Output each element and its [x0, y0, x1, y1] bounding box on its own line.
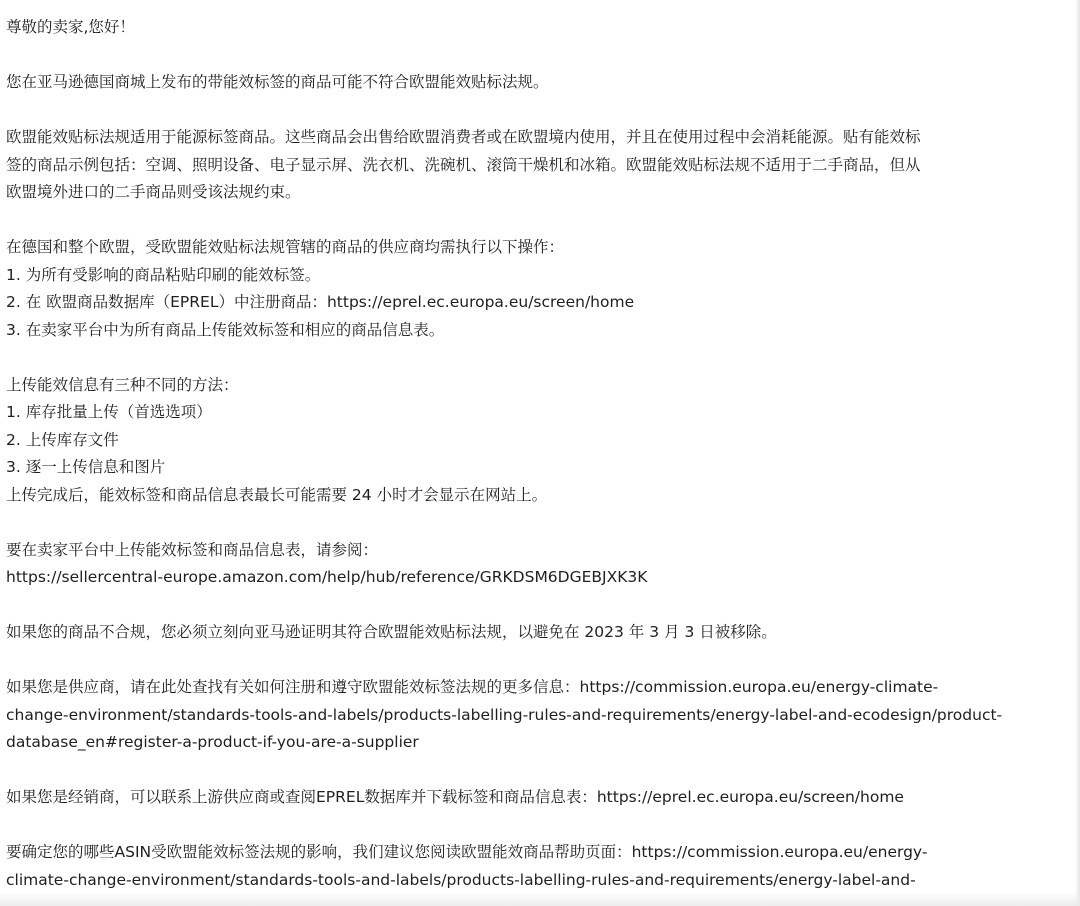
- requirement-item-1: 1. 为所有受影响的商品粘贴印刷的能效标签。: [6, 265, 321, 284]
- upload-methods-heading: 上传能效信息有三种不同的方法：: [6, 375, 239, 394]
- blank-line: [6, 207, 1072, 235]
- intro-paragraph: 您在亚马逊德国商城上发布的带能效标签的商品可能不符合欧盟能效贴标法规。: [6, 73, 549, 91]
- seller-central-reference-label: 要在卖家平台中上传能效标签和商品信息表，请参阅：: [6, 540, 379, 559]
- blank-line: [6, 97, 1072, 125]
- blank-line: [6, 42, 1072, 70]
- asin-impact-line-2[interactable]: climate-change-environment/standards-tools-and-labels/products-labelling-rules-and-requirements/energy-label-and-: [6, 870, 916, 889]
- regulation-paragraph-line-3: 欧盟境外进口的二手商品则受该法规约束。: [6, 183, 301, 201]
- blank-line: [6, 344, 1072, 372]
- supplier-info-line-1[interactable]: 如果您是供应商，请在此处查找有关如何注册和遵守欧盟能效标签法规的更多信息：https://commission.europa.eu/energy-climate-: [6, 678, 939, 696]
- seller-central-reference-link[interactable]: https://sellercentral-europe.amazon.com/help/hub/reference/GRKDSM6DGEBJXK3K: [6, 568, 648, 586]
- requirement-item-2[interactable]: 2. 在 欧盟商品数据库（EPREL）中注册商品：https://eprel.ec.europa.eu/screen/home: [6, 293, 635, 311]
- compliance-deadline-paragraph: 如果您的商品不合规，您必须立刻向亚马逊证明其符合欧盟能效贴标法规，以避免在 2023 年 3 月 3 日被移除。: [6, 623, 777, 641]
- right-edge-shadow: [1075, 0, 1080, 906]
- blank-line: [6, 757, 1072, 785]
- regulation-paragraph-line-1: 欧盟能效贴标法规适用于能源标签商品。这些商品会出售给欧盟消费者或在欧盟境内使用，并且在使用过程中会消耗能源。贴有能效标: [6, 128, 921, 146]
- email-body: [6, 14, 1072, 894]
- requirement-item-3: 3. 在卖家平台中为所有商品上传能效标签和相应的商品信息表。: [6, 320, 445, 339]
- bottom-edge-fade: [0, 892, 1080, 906]
- upload-method-1: 1. 库存批量上传（首选选项）: [6, 403, 212, 421]
- greeting: 尊敬的卖家,您好！: [6, 18, 135, 36]
- supplier-requirements-heading: 在德国和整个欧盟，受欧盟能效贴标法规管辖的商品的供应商均需执行以下操作：: [6, 238, 565, 256]
- supplier-info-line-2[interactable]: change-environment/standards-tools-and-labels/products-labelling-rules-and-requirements/energy-label-and-ecodesign/product-: [6, 705, 1003, 724]
- supplier-info-line-3[interactable]: database_en#register-a-product-if-you-are-a-supplier: [6, 733, 419, 751]
- blank-line: [6, 812, 1072, 840]
- blank-line: [6, 509, 1072, 537]
- upload-timing-note: 上传完成后，能效标签和商品信息表最长可能需要 24 小时才会显示在网站上。: [6, 485, 548, 504]
- blank-line: [6, 647, 1072, 675]
- distributor-info-line[interactable]: 如果您是经销商，可以联系上游供应商或查阅EPREL数据库并下载标签和商品信息表：https://eprel.ec.europa.eu/screen/home: [6, 788, 904, 806]
- regulation-paragraph-line-2: 签的商品示例包括：空调、照明设备、电子显示屏、洗衣机、洗碗机、滚筒干燥机和冰箱。欧盟能效贴标法规不适用于二手商品，但从: [6, 155, 921, 174]
- upload-method-3: 3. 逐一上传信息和图片: [6, 458, 166, 476]
- upload-method-2: 2. 上传库存文件: [6, 430, 119, 449]
- asin-impact-line-1[interactable]: 要确定您的哪些ASIN受欧盟能效标签法规的影响，我们建议您阅读欧盟能效商品帮助页面：https://commission.europa.eu/energy-: [6, 843, 928, 861]
- blank-line: [6, 592, 1072, 620]
